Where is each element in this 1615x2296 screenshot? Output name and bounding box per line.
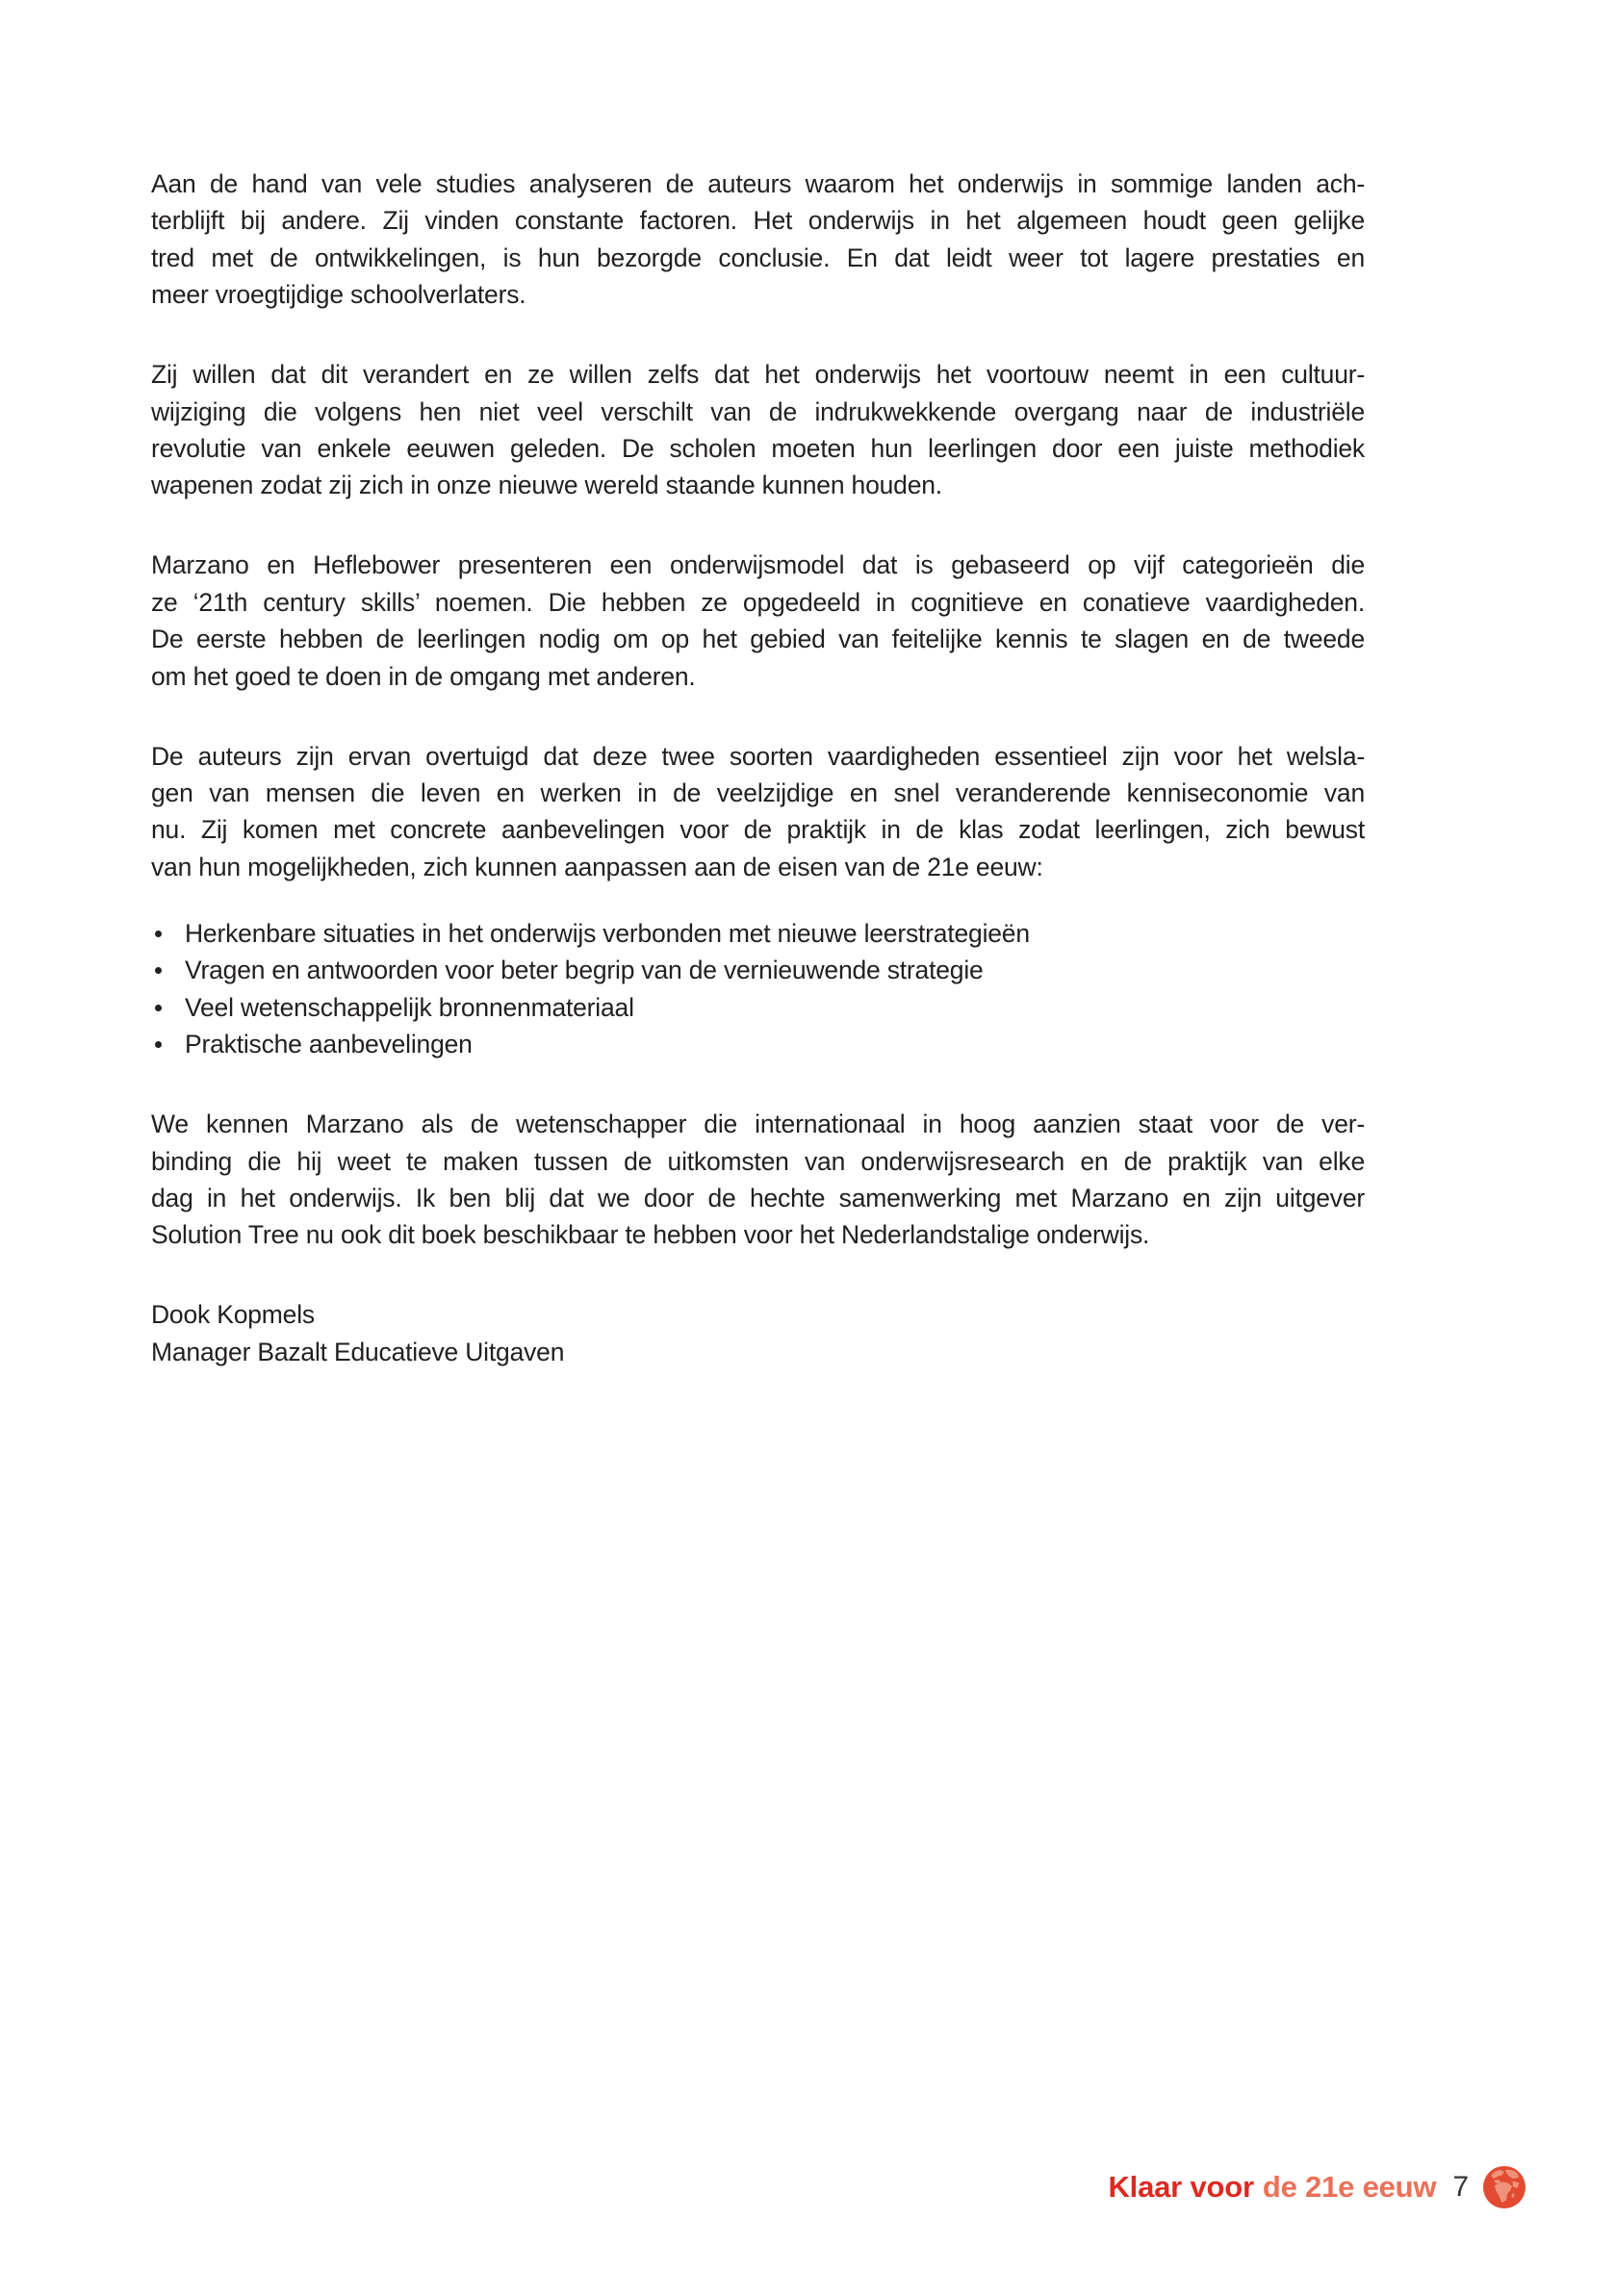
paragraph-line: revolutie van enkele eeuwen geleden. De scholen moeten hun leerlingen door een juiste methodiek — [151, 434, 1365, 464]
footer-brand-bold: Klaar voor — [1108, 2170, 1254, 2204]
bullet-item-label: Veel wetenschappelijk bronnenmateriaal — [185, 992, 634, 1022]
paragraph-line: om het goed te doen in de omgang met anderen. — [151, 661, 696, 691]
paragraph-line: De auteurs zijn ervan overtuigd dat deze twee soorten vaardigheden essentieel zijn voor het welsla- — [151, 741, 1365, 771]
paragraph-line: nu. Zij komen met concrete aanbevelingen voor de praktijk in de klas zodat leerlingen, zich bewust — [151, 815, 1365, 845]
bullet-item-label: Vragen en antwoorden voor beter begrip van de vernieuwende strategie — [185, 956, 984, 985]
paragraph-line: meer vroegtijdige schoolverlaters. — [151, 280, 526, 310]
bullet-dot-icon — [155, 967, 162, 974]
bullet-item — [151, 915, 1365, 952]
page-footer — [1109, 2164, 1527, 2210]
paragraph — [151, 166, 1365, 314]
paragraph-line: gen van mensen die leven en werken in de veelzijdige en snel veranderende kenniseconomie van — [151, 778, 1365, 808]
bullet-dot-icon — [155, 931, 162, 937]
page-body-text — [151, 166, 1365, 1370]
paragraph — [151, 738, 1365, 886]
page-number: 7 — [1452, 2171, 1469, 2203]
paragraph-line: terblijft bij andere. Zij vinden constante factoren. Het onderwijs in het algemeen houdt geen gelijke — [151, 206, 1365, 236]
paragraph-line: wijziging die volgens hen niet veel verschilt van de indrukwekkende overgang naar de industriële — [151, 396, 1365, 426]
bullet-item — [151, 952, 1365, 988]
paragraph — [151, 1106, 1365, 1254]
signature-name: Dook Kopmels — [151, 1300, 315, 1330]
paragraph-line: dag in het onderwijs. Ik ben blij dat we door de hechte samenwerking met Marzano en zijn uitgever — [151, 1183, 1365, 1212]
bullet-item-label: Herkenbare situaties in het onderwijs verbonden met nieuwe leerstrategieën — [185, 918, 1030, 948]
footer-brand-light: de 21e eeuw — [1262, 2170, 1437, 2204]
bullet-list — [151, 915, 1365, 1063]
paragraph-line: van hun mogelijkheden, zich kunnen aanpassen aan de eisen van de 21e eeuw: — [151, 852, 1043, 881]
signature-block — [151, 1296, 1365, 1370]
paragraph-line: binding die hij weet te maken tussen de uitkomsten van onderwijsresearch en de praktijk van elke — [151, 1146, 1365, 1176]
bullet-item-label: Praktische aanbevelingen — [185, 1030, 473, 1059]
paragraph-line: Solution Tree nu ook dit boek beschikbaar te hebben voor het Nederlandstalige onderwijs. — [151, 1220, 1150, 1250]
paragraph-line: Zij willen dat dit verandert en ze willen zelfs dat het onderwijs het voortouw neemt in een cultuur- — [151, 360, 1365, 390]
paragraph-line: Marzano en Heflebower presenteren een onderwijsmodel dat is gebaseerd op vijf categorieën die — [151, 550, 1365, 580]
paragraph — [151, 356, 1365, 504]
bullet-item — [151, 989, 1365, 1026]
paragraph — [151, 547, 1365, 695]
bullet-item — [151, 1026, 1365, 1062]
paragraph-line: wapenen zodat zij zich in onze nieuwe wereld staande kunnen houden. — [151, 471, 942, 500]
paragraph-line: tred met de ontwikkelingen, is hun bezorgde conclusie. En dat leidt weer tot lagere prestaties en — [151, 242, 1365, 272]
signature-role: Manager Bazalt Educatieve Uitgaven — [151, 1337, 565, 1366]
paragraph-line: Aan de hand van vele studies analyseren de auteurs waarom het onderwijs in sommige landen ach- — [151, 169, 1365, 198]
paragraph-line: De eerste hebben de leerlingen nodig om op het gebied van feitelijke kennis te slagen en de tweede — [151, 625, 1365, 654]
bullet-dot-icon — [155, 1005, 162, 1011]
bullet-dot-icon — [155, 1041, 162, 1048]
paragraph-line: ze ‘21th century skills’ noemen. Die hebben ze opgedeeld in cognitieve en conatieve vaardigheden. — [151, 587, 1365, 617]
paragraph-line: We kennen Marzano als de wetenschapper die internationaal in hoog aanzien staat voor de ver- — [151, 1110, 1365, 1139]
globe-icon — [1482, 2165, 1526, 2209]
